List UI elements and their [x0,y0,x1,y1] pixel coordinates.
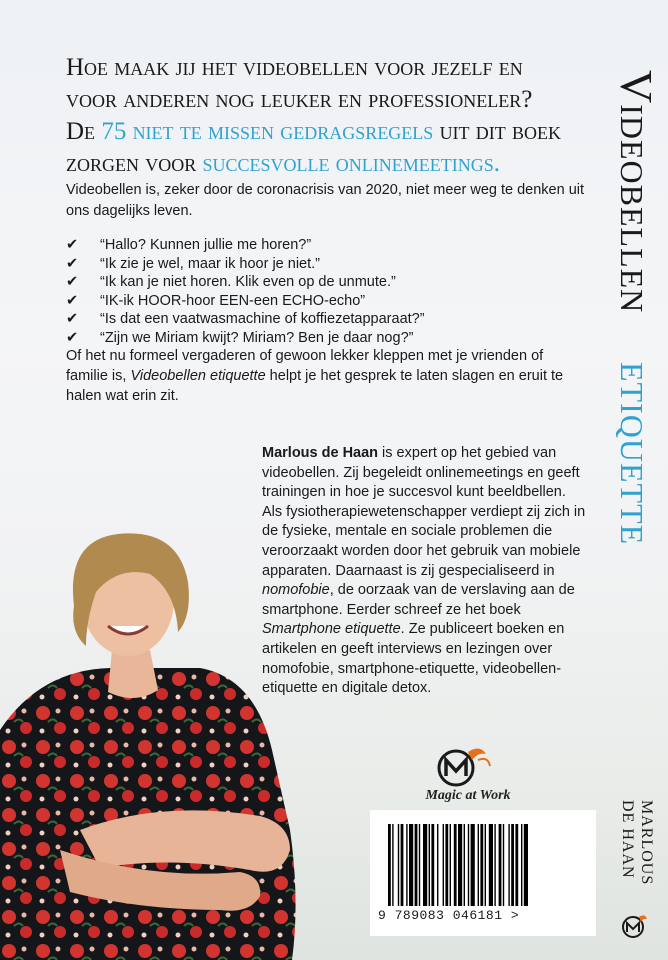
barcode-bar [458,824,462,906]
spine-author-first: MARLOUS [638,800,655,886]
barcode-bar [471,824,475,906]
checkmark-icon: ✔ [66,274,79,290]
barcode-bar [450,824,451,906]
checkmark-icon: ✔ [66,311,79,327]
quote-text: “Hallo? Kunnen jullie me horen?” [100,237,312,253]
barcode-bar [468,824,469,906]
barcode-bar [454,824,457,906]
barcode-bar [406,824,407,906]
spine-author-last: DE HAAN [619,800,636,879]
author-name: Marlous de Haan [262,445,379,461]
quote-text: “IK-ik HOOR-hoor EEN-een ECHO-echo” [100,292,366,309]
closing-text: Of het nu formeel vergaderen of gewoon lekker kleppen met je vrienden of familie is, [66,348,544,384]
barcode-bar [431,824,434,906]
spine-title-word-2: etiquette [611,361,662,545]
closing-book-title: Videobellen etiquette [130,368,266,384]
bio-text: . Ze publiceert boeken en artikelen en geeft interviews en lezingen over nomofobie, smartphone-etiquette, videobellen-etiquette en digitale detox. [262,621,565,697]
barcode-bar [415,824,418,906]
headline-accent-rules: 75 niet te missen gedragsregels [101,118,434,145]
barcode-bar [485,824,486,906]
headline-text: uit dit boek [433,118,562,145]
barcode-bar [499,824,502,906]
spine-title-word-1: Videobellen [611,70,662,314]
checkmark-icon: ✔ [66,292,79,309]
barcode-bar [508,824,509,906]
barcode-bar [419,824,420,906]
publisher-name: Magic at Work [425,788,511,803]
barcode-bar [401,824,404,906]
barcode-bar [524,824,528,906]
barcode-bar [398,824,399,906]
barcode-bar [489,824,493,906]
checkmark-icon: ✔ [66,329,79,346]
barcode-bar [443,824,444,906]
list-item [66,329,586,348]
checkmark-icon: ✔ [66,255,79,272]
quote-checklist [66,236,586,347]
headline-line-1: Hoe maak jij het videobellen voor jezelf en [66,54,523,81]
closing-paragraph [66,346,586,406]
author-photo [0,500,320,960]
quote-text: “Zijn we Miriam kwijt? Miriam? Ben je daar nog?” [100,329,414,346]
barcode-bar [478,824,479,906]
list-item [66,292,586,311]
barcode-bar [437,824,438,906]
headline-text: zorgen voor [66,150,203,177]
barcode [370,810,596,936]
spine-publisher-logo-icon [620,912,648,940]
barcode-bar [429,824,430,906]
headline-line-2: voor anderen nog leuker en professioneler? [66,86,533,113]
barcode-bar [388,824,391,906]
list-item [66,273,586,292]
barcode-bar [494,824,495,906]
spine-author [618,800,656,885]
headline-accent-meetings: succesvolle onlinemeetings. [202,150,500,177]
barcode-bar [521,824,522,906]
bio-term: nomofobie [262,582,330,599]
barcode-bar [409,824,413,906]
headline [66,52,606,180]
quote-text: “Ik zie je wel, maar ik hoor je niet.” [100,255,320,272]
list-item [66,236,586,255]
barcode-bar [511,824,514,906]
bio-text: , de oorzaak van de verslaving aan de smartphone. Eerder schreef ze het boek [262,582,575,618]
bio-text: is expert op het gebied van videobellen. Zij begeleidt onlinemeetings en geeft trainingen in hoe je succesvol kunt beeldbellen. Als fysiotherapiewetenschapper verdiept zij zich in de fysieke, mentale en sociale problemen die veroorzaakt worden door het gebruik van mobiele apparaten. Daarnaast is zij gespecialiseerd in [262,445,586,579]
spine-title [606,70,666,545]
quote-text: “Ik kan je niet horen. Klik even op de unmute.” [100,274,396,290]
barcode-bar [480,824,483,906]
barcode-bar [392,824,393,906]
intro-paragraph: Videobellen is, zeker door de coronacrisis van 2020, niet meer weg te denken uit ons dagelijks leven. [66,182,585,219]
headline-line-4 [66,148,606,180]
list-item [66,310,586,329]
quote-text: “Is dat een vaatwasmachine of koffiezetapparaat?” [100,311,425,327]
barcode-bar [515,824,518,906]
checkmark-icon: ✔ [66,237,79,253]
closing-text: helpt je het gesprek te laten slagen en eruit te halen wat erin zit. [66,368,564,404]
headline-line-3 [66,116,606,148]
barcode-bars [388,824,576,906]
isbn-number: 9 789083 046181 > [378,908,520,923]
barcode-bar [423,824,427,906]
list-item [66,255,586,274]
headline-text: De [66,118,102,145]
barcode-bar [445,824,448,906]
bio-book-title: Smartphone etiquette [262,621,401,638]
barcode-bar [464,824,465,906]
barcode-bar [503,824,504,906]
